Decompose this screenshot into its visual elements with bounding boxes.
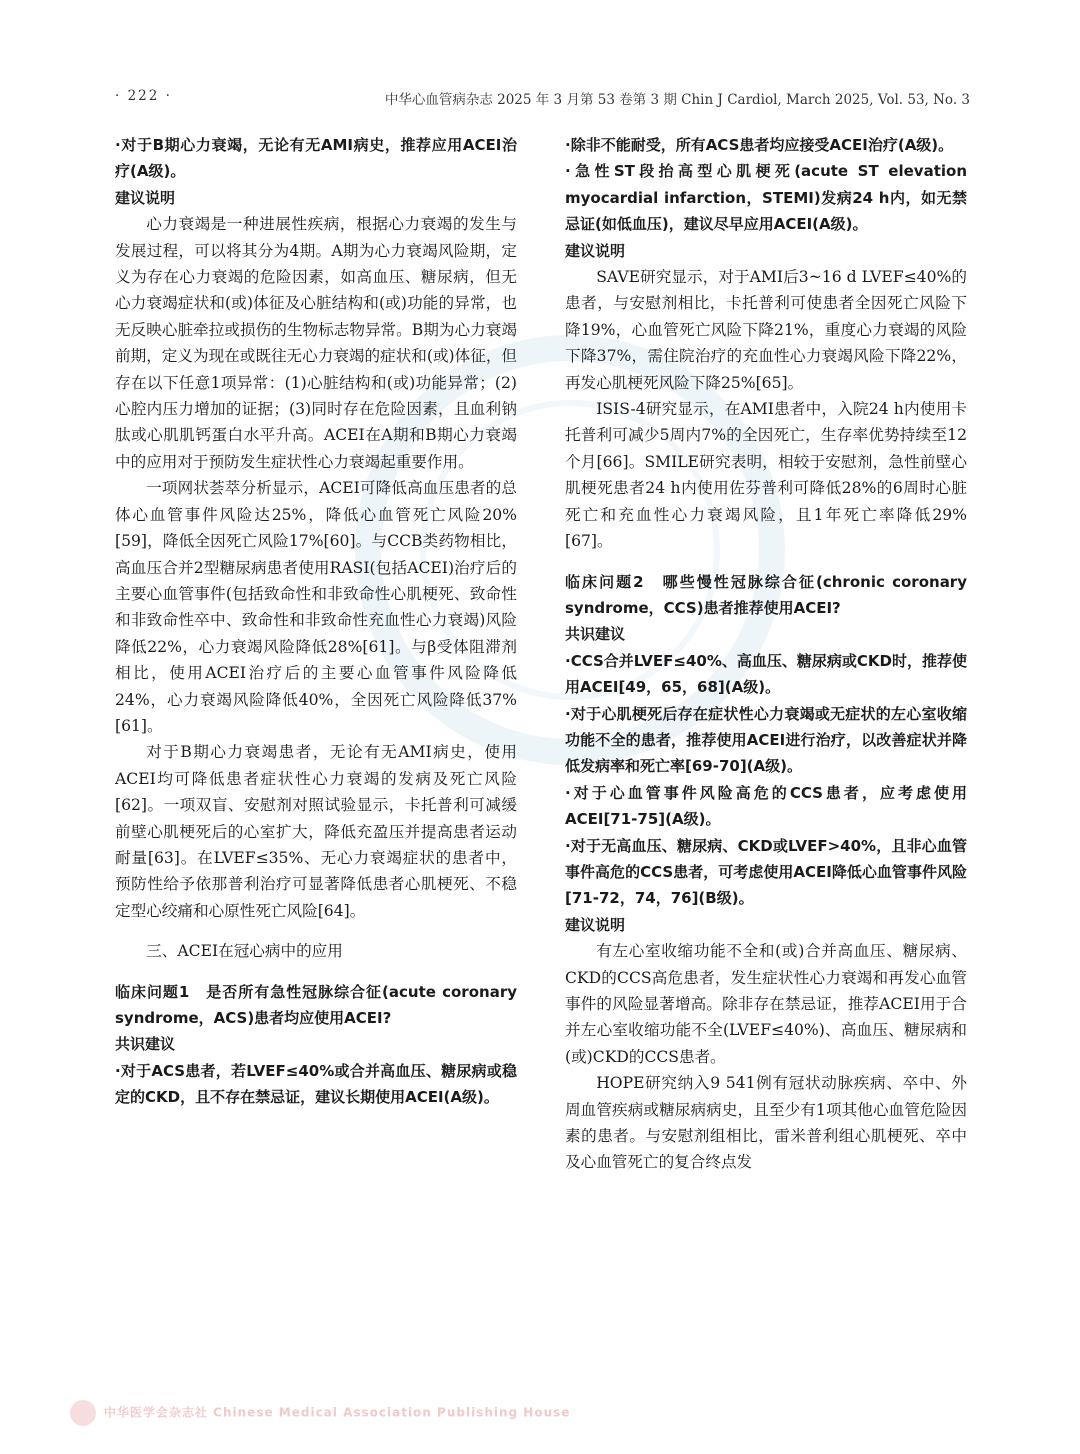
publisher-name: 中华医学会杂志社 Chinese Medical Association Publishing House — [104, 1405, 571, 1420]
recommendation-stemi: ·急性ST段抬高型心肌梗死(acute ST elevation myocardial infarction，STEMI)发病24 h内，如无禁忌证(如低血压)，建议尽早应用ACEI(A级)。 — [565, 162, 967, 234]
section-label-consensus: 共识建议 — [565, 625, 626, 644]
section-label-explanation: 建议说明 — [565, 915, 626, 934]
paragraph-save-study: SAVE研究显示，对于AMI后3~16 d LVEF≤40%的患者，与安慰剂相比，卡托普利可使患者全因死亡风险下降19%，心血管死亡风险下降21%，重度心力衰竭的风险下降37%，需住院治疗的充血性心力衰竭风险下降22%，再发心肌梗死风险下降25%[65]。 — [565, 268, 967, 392]
recommendation-stage-b: ·对于B期心力衰竭，无论有无AMI病史，推荐应用ACEI治疗(A级)。 — [115, 136, 517, 181]
paragraph-stage-b-evidence: 对于B期心力衰竭患者，无论有无AMI病史，使用ACEI均可降低患者症状性心力衰竭的发病及死亡风险[62]。一项双盲、安慰剂对照试验显示，卡托普利可减缓前壁心肌梗死后的心室扩大，降低充盈压并提高患者运动耐量[63]。在LVEF≤35%、无心力衰竭症状的患者中，预防性给予依那普利治疗可显著降低患者心肌梗死、不稳定型心绞痛和心原性死亡风险[64]。 — [115, 743, 517, 920]
clinical-question-1: 临床问题1 是否所有急性冠脉综合征(acute coronary syndrome，ACS)患者均应使用ACEI? — [115, 982, 517, 1027]
paragraph-isis4-smile: ISIS-4研究显示，在AMI患者中，入院24 h内使用卡托普利可减少5周内7%的全因死亡，生存率优势持续至12个月[66]。SMILE研究表明，相较于安慰剂，急性前壁心肌梗死患者24 h内使用佐芬普利可降低28%的6周时心脏死亡和充血性心力衰竭风险，且1年死亡率降低29%[67]。 — [565, 400, 967, 551]
left-column — [115, 132, 517, 1111]
clinical-question-2: 临床问题2 哪些慢性冠脉综合征(chronic coronary syndrome，CCS)患者推荐使用ACEI? — [565, 572, 967, 617]
publisher-logo-icon — [70, 1400, 96, 1426]
recommendation-ccs-2: ·对于心肌梗死后存在症状性心力衰竭或无症状的左心室收缩功能不全的患者，推荐使用ACEI进行治疗，以改善症状并降低发病率和死亡率[69-70](A级)。 — [565, 704, 967, 776]
paragraph-heart-failure-stages: 心力衰竭是一种进展性疾病，根据心力衰竭的发生与发展过程，可以将其分为4期。A期为心力衰竭风险期，定义为存在心力衰竭的危险因素，如高血压、糖尿病，但无心力衰竭症状和(或)体征及心脏结构和(或)功能的异常，也无反映心脏牵拉或损伤的生物标志物异常。B期为心力衰竭前期，定义为现在或既往无心力衰竭的症状和(或)体征，但存在以下任意1项异常：(1)心脏结构和(或)功能异常；(2)心腔内压力增加的证据；(3)同时存在危险因素，且血利钠肽或心肌肌钙蛋白水平升高。ACEI在A期和B期心力衰竭中的应用对于预防发生症状性心力衰竭起重要作用。 — [115, 215, 518, 471]
paragraph-hope-study: HOPE研究纳入9 541例有冠状动脉疾病、卒中、外周血管疾病或糖尿病病史，且至少有1项其他心血管危险因素的患者。与安慰剂组相比，雷米普利组心肌梗死、卒中及心血管死亡的复合终点发 — [565, 1074, 967, 1172]
recommendation-acs: ·对于ACS患者，若LVEF≤40%或合并高血压、糖尿病或稳定的CKD，且不存在禁忌证，建议长期使用ACEI(A级)。 — [115, 1061, 517, 1107]
recommendation-ccs-3: ·对于心血管事件风险高危的CCS患者，应考虑使用ACEI[71-75](A级)。 — [565, 783, 967, 829]
section-label-consensus: 共识建议 — [115, 1035, 176, 1054]
page-header — [115, 88, 970, 114]
page-number: · 222 · — [115, 88, 172, 104]
journal-citation: 中华心血管病杂志 2025 年 3 月第 53 卷第 3 期 Chin J Cardiol, March 2025, Vol. 53, No. 3 — [384, 92, 970, 108]
right-column — [565, 132, 967, 1176]
recommendation-all-acs: ·除非不能耐受，所有ACS患者均应接受ACEI治疗(A级)。 — [565, 136, 954, 154]
paragraph-network-meta-analysis: 一项网状荟萃分析显示，ACEI可降低高血压患者的总体心血管事件风险达25%，降低心血管死亡风险20%[59]，降低全因死亡风险17%[60]。与CCB类药物相比，高血压合并2型糖尿病患者使用RASI(包括ACEI)治疗后的主要心血管事件(包括致命性和非致命性心肌梗死、致命性和非致命性卒中、致命性和非致命性充血性心力衰竭)风险降低22%，心力衰竭风险降低28%[61]。与β受体阻滞剂相比，使用ACEI治疗后的主要心血管事件风险降低24%，心力衰竭风险降低40%，全因死亡风险降低37%[61]。 — [115, 479, 517, 735]
section-label-explanation: 建议说明 — [115, 188, 176, 207]
section-label-explanation: 建议说明 — [565, 241, 626, 260]
publisher-watermark — [70, 1400, 570, 1426]
recommendation-ccs-4: ·对于无高血压、糖尿病、CKD或LVEF>40%，且非心血管事件高危的CCS患者，可考虑使用ACEI降低心血管事件风险[71-72，74，76](B级)。 — [565, 836, 967, 908]
section-heading-coronary: 三、ACEI在冠心病中的应用 — [146, 942, 343, 961]
paragraph-ccs-high-risk: 有左心室收缩功能不全和(或)合并高血压、糖尿病、CKD的CCS高危患者，发生症状性心力衰竭和再发心血管事件的风险显著增高。除非存在禁忌证，推荐ACEI用于合并左心室收缩功能不全(LVEF≤40%)、高血压、糖尿病和(或)CKD的CCS患者。 — [565, 942, 967, 1066]
recommendation-ccs-1: ·CCS合并LVEF≤40%、高血压、糖尿病或CKD时，推荐使用ACEI[49，65，68](A级)。 — [565, 651, 967, 697]
